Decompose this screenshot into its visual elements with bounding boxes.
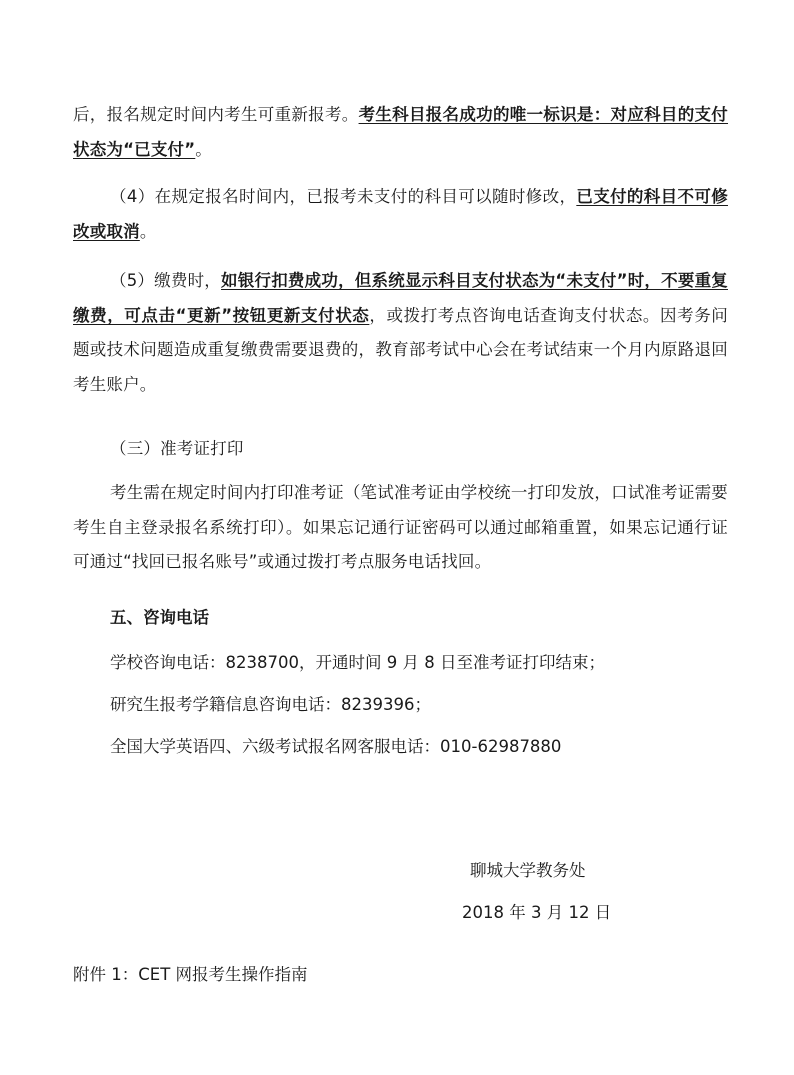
- emphasis-text: 如银行扣费成功，但系统显示科目支付状态为“未支付”时，不要重复缴费，可点击“更新”按钮更新支付状态: [73, 271, 728, 325]
- paragraph-retry-registration: [73, 98, 728, 167]
- signature-date: 2018 年 3 月 12 日: [462, 903, 612, 922]
- attachment-note: 附件 1：CET 网报考生操作指南: [73, 965, 308, 984]
- text-run: 后，报名规定时间内考生可重新报考。: [73, 105, 359, 124]
- text-run: ，或拨打考点咨询电话查询支付状态。因考务问题或技术问题造成重复缴费需要退费的，教育部考试中心会在考试结束一个月内原路退回考生账户。: [73, 305, 729, 394]
- contact-line: 研究生报考学籍信息咨询电话：8239396；: [110, 695, 431, 714]
- paragraph-admission-ticket: 考生需在规定时间内打印准考证（笔试准考证由学校统一打印发放，口试准考证需要考生自主登录报名系统打印）。如果忘记通行证密码可以通过邮箱重置，如果忘记通行证可通过“找回已报名账号”或通过拨打考点服务电话找回。: [73, 483, 728, 571]
- emphasis-text: 考生科目报名成功的唯一标识是：对应科目的支付状态为“已支付”: [73, 105, 729, 159]
- text-run: （5）缴费时，: [110, 271, 222, 290]
- text-run: 。: [139, 221, 157, 241]
- emphasis-text: 已支付的科目不可修改或取消: [73, 187, 728, 241]
- section-title-contact: 五、咨询电话: [110, 608, 209, 627]
- contact-line: 学校咨询电话：8238700，开通时间 9 月 8 日至准考证打印结束；: [110, 653, 605, 672]
- section-title-admission-ticket: （三）准考证打印: [110, 439, 244, 458]
- contact-line: 全国大学英语四、六级考试报名网客服电话：010-62987880: [110, 737, 562, 756]
- text-run: 。: [195, 139, 212, 159]
- signature-organization: 聊城大学教务处: [470, 861, 586, 880]
- text-run: （4）在规定报名时间内，已报考未支付的科目可以随时修改，: [110, 187, 577, 206]
- paragraph-item-4: [73, 180, 728, 249]
- paragraph-item-5: [73, 264, 728, 402]
